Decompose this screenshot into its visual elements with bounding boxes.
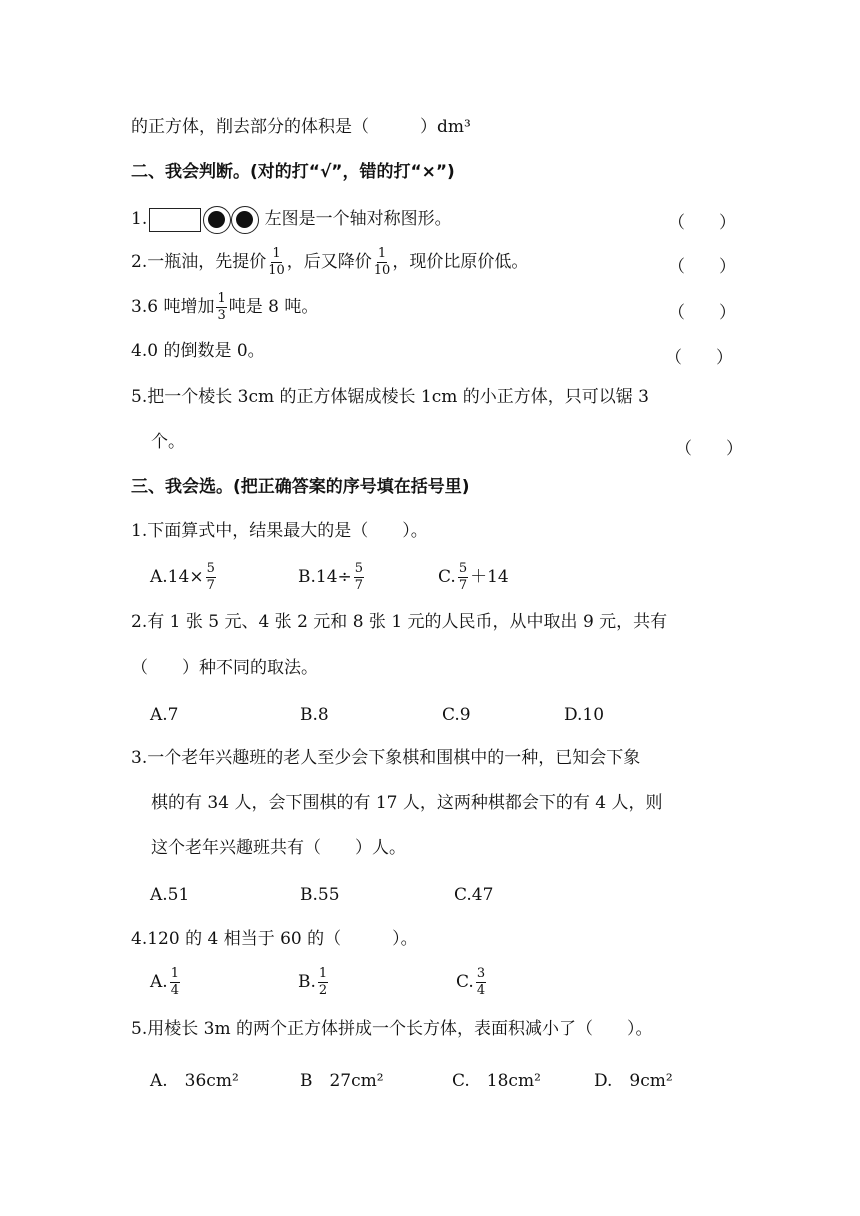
fraction-denominator: 7 [458, 578, 468, 593]
choice-q5: 5.用棱长 3m 的两个正方体拼成一个长方体，表面积减小了（ ）。 [131, 1019, 653, 1039]
q5-option-c[interactable]: C. 18cm² [452, 1071, 541, 1091]
option-text: C. [438, 567, 456, 587]
q3-option-a[interactable]: A.51 [150, 885, 190, 905]
judge-item-1 [131, 205, 452, 234]
answer-paren-2[interactable]: （ ） [668, 257, 736, 277]
fraction-denominator: 4 [476, 983, 486, 998]
choice-q4: 4.120 的 4 相当于 60 的（ ）。 [131, 929, 418, 949]
fraction [476, 967, 486, 997]
q1-option-a[interactable] [150, 557, 218, 597]
fraction-numerator: 1 [170, 966, 179, 982]
q5-option-d[interactable]: D. 9cm² [594, 1071, 673, 1091]
item-text: 一瓶油，先提价 [147, 252, 267, 272]
item-text: 左图是一个轴对称图形。 [264, 209, 452, 229]
judge-item-2 [131, 242, 528, 282]
choice-q1: 1.下面算式中，结果最大的是（ ）。 [131, 521, 428, 541]
choice-q3-line1: 3.一个老年兴趣班的老人至少会下象棋和围棋中的一种，已知会下象 [131, 748, 641, 768]
item-text: 6 吨增加 [147, 297, 215, 317]
fraction [318, 967, 328, 997]
fraction-denominator: 10 [268, 263, 285, 278]
fraction-numerator: 5 [354, 561, 364, 577]
q2-option-a[interactable]: A.7 [150, 705, 179, 725]
option-text: A.14× [150, 567, 204, 587]
choice-q2-line2: （ ）种不同的取法。 [131, 658, 318, 678]
carryover-line: 的正方体，削去部分的体积是（ ）dm³ [131, 117, 471, 137]
answer-paren-3[interactable]: （ ） [668, 303, 736, 323]
section-3-heading: 三、我会选。(把正确答案的序号填在括号里) [131, 477, 470, 497]
choice-q2-line1: 2.有 1 张 5 元、4 张 2 元和 8 张 1 元的人民币，从中取出 9 元，共有 [131, 612, 668, 632]
judge-item-5-cont: 个。 [151, 432, 185, 452]
fraction-numerator: 1 [272, 246, 281, 262]
q1-option-b[interactable] [298, 557, 366, 597]
fraction [206, 562, 216, 592]
fraction-denominator: 4 [170, 983, 179, 998]
option-text: ＋14 [470, 567, 509, 587]
q2-option-d[interactable]: D.10 [564, 705, 605, 725]
judge-item-3 [131, 287, 318, 327]
fraction-denominator: 7 [354, 578, 364, 593]
answer-paren-4[interactable]: （ ） [665, 348, 733, 368]
item-number: 2. [131, 252, 148, 272]
answer-paren-1[interactable]: （ ） [668, 213, 736, 233]
section-2-heading: 二、我会判断。(对的打“√”，错的打“×”) [131, 162, 455, 182]
q2-option-b[interactable]: B.8 [300, 705, 329, 725]
rectangle-figure [149, 208, 201, 232]
option-text: B.14÷ [298, 567, 352, 587]
judge-item-5 [131, 389, 649, 406]
fraction-numerator: 1 [217, 291, 226, 307]
choice-q3-line3: 这个老年兴趣班共有（ ）人。 [151, 838, 406, 858]
fraction-denominator: 7 [206, 578, 215, 593]
fraction-denominator: 2 [318, 983, 328, 998]
fraction [374, 247, 391, 277]
q2-option-c[interactable]: C.9 [442, 705, 471, 725]
fraction [458, 562, 468, 592]
fraction-numerator: 1 [318, 966, 328, 982]
q4-option-a[interactable] [150, 962, 182, 1002]
fraction [170, 967, 180, 997]
item-number: 5. [131, 387, 148, 407]
item-text: 0 的倒数是 0。 [147, 341, 265, 361]
item-text: ，后又降价 [286, 252, 372, 272]
choice-q3-line2: 棋的有 34 人，会下围棋的有 17 人，这两种棋都会下的有 4 人，则 [151, 793, 663, 813]
item-text: 把一个棱长 3cm 的正方体锯成棱长 1cm 的小正方体，只可以锯 3 [147, 387, 649, 407]
item-text: 吨是 8 吨。 [228, 297, 319, 317]
q4-option-c[interactable] [456, 962, 488, 1002]
fraction [216, 292, 226, 322]
q1-option-c[interactable] [438, 557, 509, 597]
item-text: ，现价比原价低。 [392, 252, 529, 272]
fraction-denominator: 3 [217, 308, 226, 323]
q5-option-b[interactable]: B 27cm² [300, 1071, 384, 1091]
q5-option-a[interactable]: A. 36cm² [150, 1071, 239, 1091]
fraction-numerator: 1 [377, 246, 387, 262]
circle-figure [203, 206, 231, 234]
fraction-numerator: 5 [206, 561, 215, 577]
fraction-numerator: 3 [476, 966, 486, 982]
fraction [354, 562, 364, 592]
fraction-denominator: 10 [373, 263, 391, 278]
fraction [268, 247, 285, 277]
circle-figure [231, 206, 259, 234]
item-number: 3. [131, 297, 148, 317]
option-text: C. [456, 972, 474, 992]
option-text: A. [150, 972, 168, 992]
q3-option-b[interactable]: B.55 [300, 885, 340, 905]
q3-option-c[interactable]: C.47 [454, 885, 494, 905]
answer-paren-5[interactable]: （ ） [675, 439, 743, 459]
option-text: B. [298, 972, 316, 992]
judge-item-4 [131, 343, 265, 360]
fraction-numerator: 5 [458, 561, 468, 577]
q4-option-b[interactable] [298, 962, 330, 1002]
item-number: 4. [131, 341, 148, 361]
item-number: 1. [131, 209, 148, 229]
